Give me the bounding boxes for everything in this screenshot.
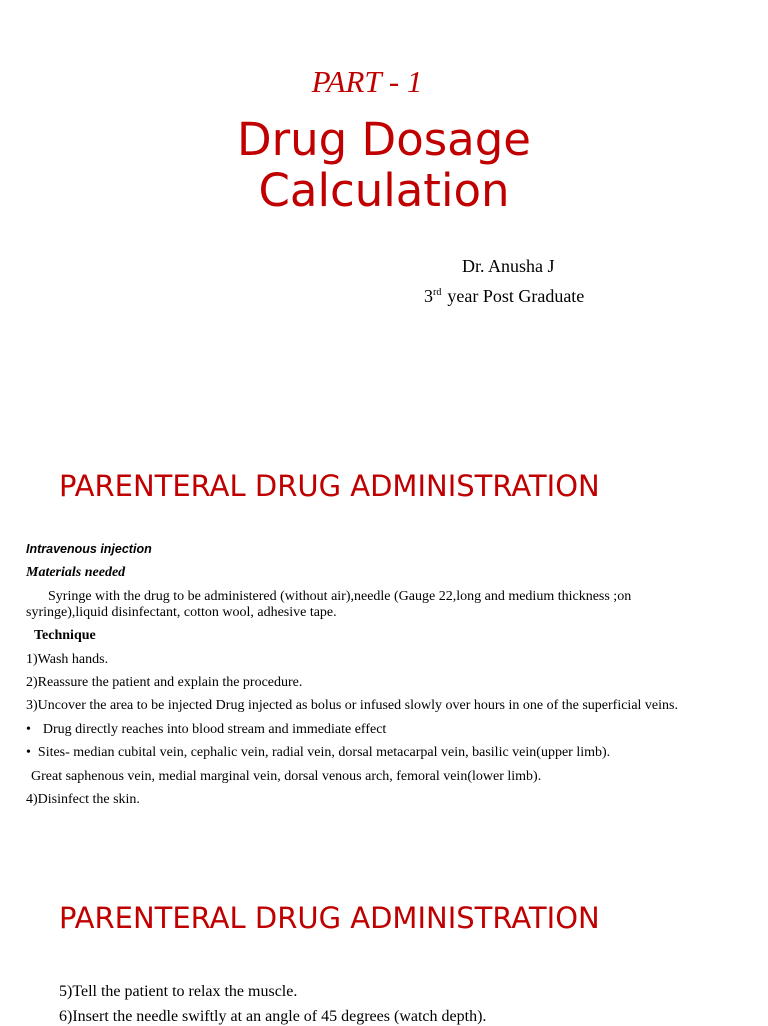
- continuation-text: Great saphenous vein, medial marginal vein, dorsal venous arch, femoral vein(lower limb).: [31, 769, 542, 784]
- title-line-1: Drug Dosage: [237, 113, 531, 166]
- step-item: 3)Uncover the area to be injected Drug injected as bolus or infused slowly over hours in one of the superficial veins.: [26, 698, 678, 713]
- step-item: 2)Reassure the patient and explain the procedure.: [26, 675, 303, 690]
- section-heading-2: PARENTERAL DRUG ADMINISTRATION: [59, 901, 600, 935]
- title-line-2: Calculation: [258, 164, 510, 217]
- technique-label: Technique: [34, 628, 96, 643]
- bullet-item: [26, 745, 610, 761]
- subtitle: Intravenous injection: [26, 542, 152, 556]
- bullet-text: Sites- median cubital vein, cephalic vein, radial vein, dorsal metacarpal vein, basilic vein(upper limb).: [37, 745, 611, 760]
- part-label: PART - 1: [311, 64, 423, 99]
- bullet-icon: •: [26, 745, 31, 760]
- bullet-text: Drug directly reaches into blood stream and immediate effect: [42, 722, 387, 737]
- role-number: 3: [424, 286, 433, 306]
- role-text: year Post Graduate: [447, 286, 585, 306]
- bullet-icon: •: [26, 722, 31, 737]
- step-item: 5)Tell the patient to relax the muscle.: [59, 983, 298, 1000]
- section-heading: PARENTERAL DRUG ADMINISTRATION: [59, 469, 600, 503]
- bullet-item: [26, 722, 386, 738]
- page-title: [0, 114, 768, 216]
- step-item: 4)Disinfect the skin.: [26, 792, 140, 807]
- materials-label: Materials needed: [26, 565, 126, 580]
- author-name: Dr. Anusha J: [462, 256, 555, 276]
- author-role: [424, 286, 584, 307]
- step-item: 6)Insert the needle swiftly at an angle of 45 degrees (watch depth).: [59, 1008, 487, 1025]
- materials-text: Syringe with the drug to be administered (without air),needle (Gauge 22,long and medium thickness ;on syringe),liquid disinfectant, cotton wool, adhesive tape.: [26, 589, 632, 620]
- step-item: 1)Wash hands.: [26, 652, 109, 667]
- role-ordinal: rd: [433, 287, 442, 298]
